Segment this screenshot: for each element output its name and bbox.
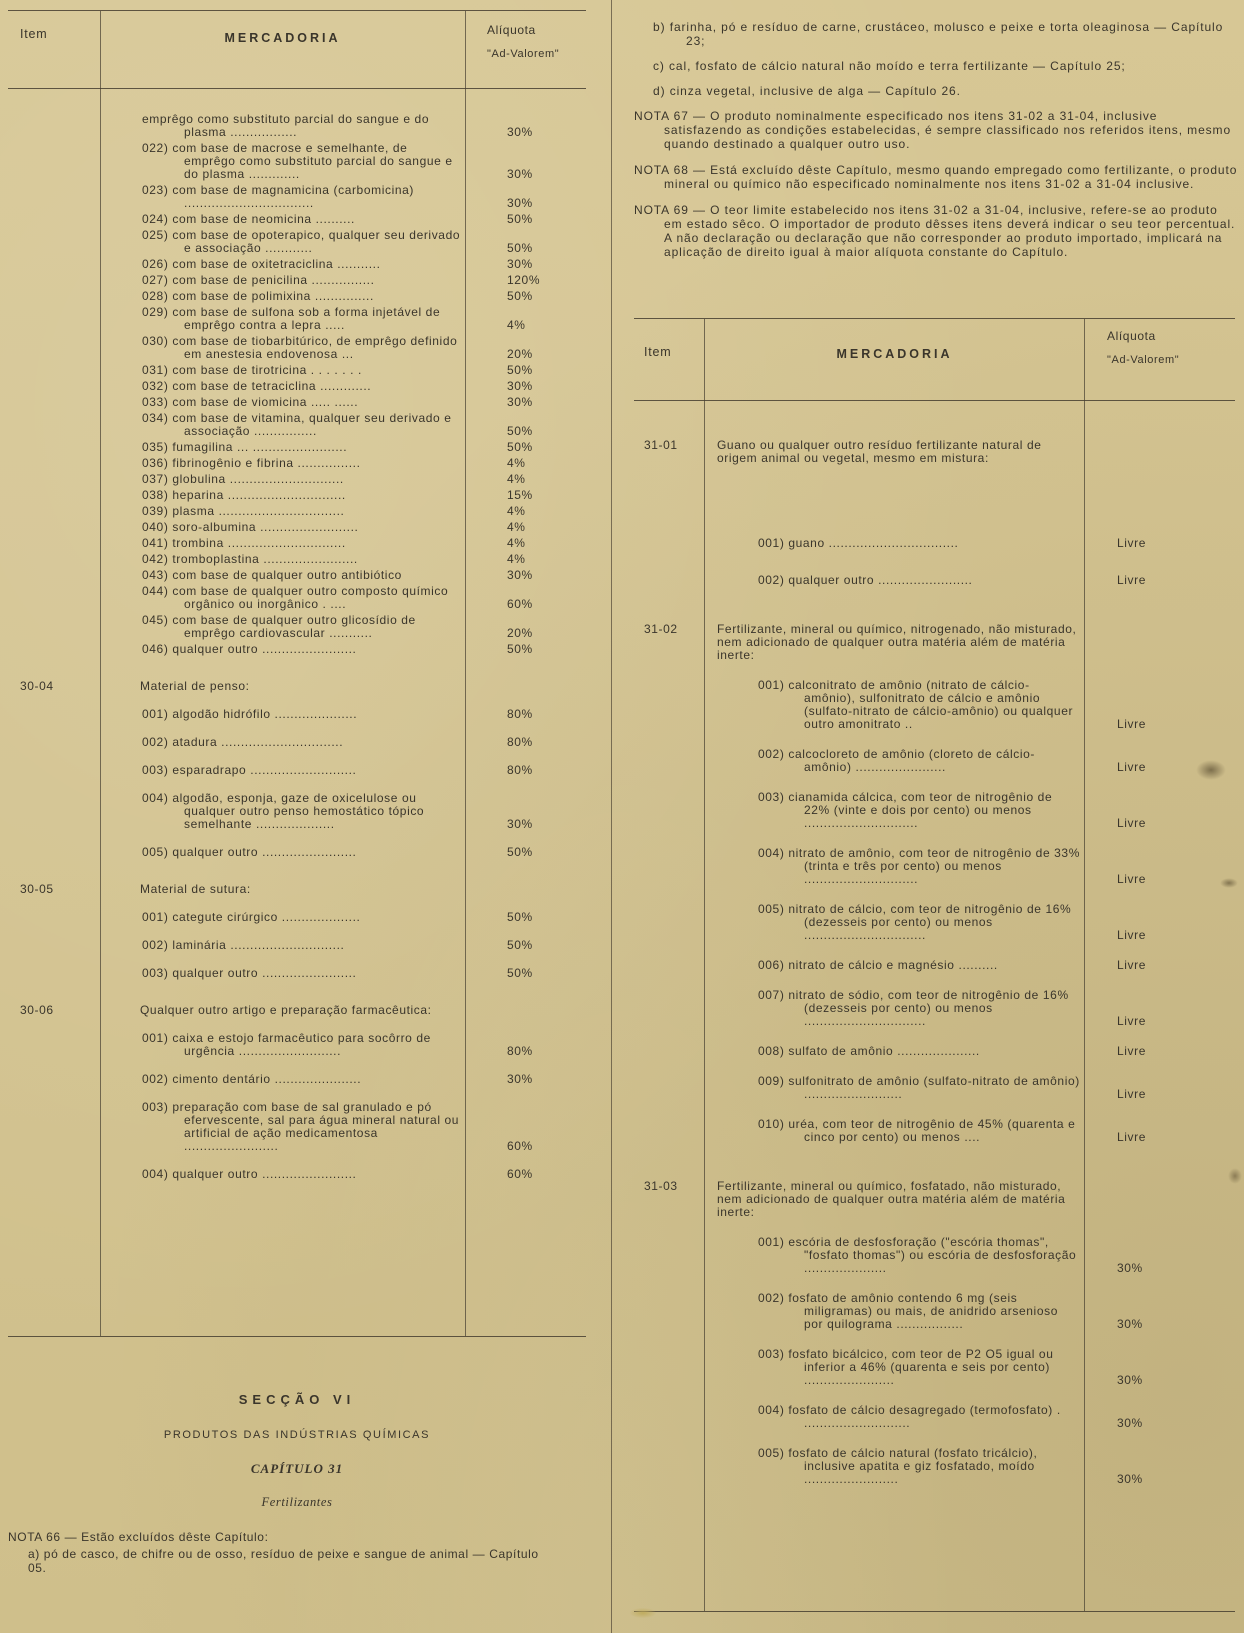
item-heading-row [634, 623, 1235, 662]
rate-value: 80% [507, 1044, 533, 1058]
tariff-entry-row [634, 574, 1235, 587]
chapter-subtitle: Fertilizantes [261, 1495, 333, 1509]
entry-description: 034) com base de vitamina, qualquer seu derivado e associação ................ [142, 411, 452, 438]
rate-value: 120% [507, 273, 541, 287]
rate-value: 50% [507, 241, 533, 255]
rate-value: 30% [1117, 1261, 1143, 1275]
entry-description: 037) globulina ............................. [142, 472, 344, 486]
tariff-entry-row [8, 213, 586, 226]
chapter-notes-block [634, 20, 1238, 271]
entry-description: 004) fosfato de cálcio desagregado (termofosfato) . ........................... [758, 1403, 1061, 1430]
tariff-entry-row [8, 708, 586, 721]
tariff-entry-row [8, 1168, 586, 1181]
tariff-entry-row [8, 537, 586, 550]
column-rule-aliquota [1084, 319, 1085, 1611]
rate-value: 20% [507, 626, 533, 640]
rate-value: 30% [1117, 1373, 1143, 1387]
rate-value: 4% [507, 318, 526, 332]
rate-value: 30% [507, 817, 533, 831]
entry-description: 039) plasma ................................ [142, 504, 345, 518]
entry-description: 027) com base de penicilina ................ [142, 273, 375, 287]
right-table-header [634, 319, 1235, 401]
entry-description: 004) nitrato de amônio, com teor de nitrogênio de 33% (trinta e três por cento) ou menos ............................. [758, 846, 1080, 886]
column-header-mercadoria: MERCADORIA [224, 31, 341, 45]
tariff-entry-row [8, 569, 586, 582]
rate-value: Livre [1117, 1014, 1147, 1028]
column-header-mercadoria: MERCADORIA [836, 347, 953, 361]
rate-value: 50% [507, 910, 533, 924]
entry-description: 001) categute cirúrgico .................... [142, 910, 361, 924]
rate-value: 60% [507, 1139, 533, 1153]
entry-description: 006) nitrato de cálcio e magnésio .......... [758, 958, 998, 972]
entry-description: 010) uréa, com teor de nitrogênio de 45% (quarenta e cinco por cento) ou menos .... [758, 1117, 1076, 1144]
note-item-label: d) [653, 84, 666, 98]
section-title: SECÇÃO VI [238, 1392, 356, 1407]
entry-description: 005) fosfato de cálcio natural (fosfato tricálcio), inclusive apatita e giz fosfatado, moído ........................ [758, 1446, 1038, 1486]
item-code: 31-02 [644, 622, 678, 636]
tariff-entry-row [8, 736, 586, 749]
tariff-entry-row [8, 846, 586, 859]
entry-description: 002) fosfato de amônio contendo 6 mg (seis miligramas) ou mais, de anidrido arsenioso por quilograma ................. [758, 1291, 1058, 1331]
nota-67 [634, 109, 1238, 151]
entry-description: 031) com base de tirotricina . . . . . . . [142, 363, 362, 377]
entry-description: 036) fibrinogênio e fibrina ................ [142, 456, 361, 470]
rate-value: 50% [507, 424, 533, 438]
rate-value: 30% [507, 167, 533, 181]
tariff-entry-row [8, 764, 586, 777]
tariff-entry-row [634, 847, 1235, 886]
entry-description: 002) qualquer outro ........................ [758, 573, 973, 587]
tariff-entry-row [8, 274, 586, 287]
column-rule-item [100, 11, 101, 1336]
tariff-item-section [634, 1180, 1235, 1486]
entry-description: 035) fumagilina ... ........................ [142, 440, 348, 454]
entry-description: 007) nitrato de sódio, com teor de nitrogênio de 16% (dezesseis por cento) ou menos ............................... [758, 988, 1069, 1028]
rate-value: 30% [507, 257, 533, 271]
tariff-entry-row [8, 505, 586, 518]
note-item-d [634, 84, 1238, 98]
entry-description: 002) laminária ............................. [142, 938, 345, 952]
item-heading-row [8, 883, 586, 896]
entry-description: 026) com base de oxitetraciclina ........... [142, 257, 381, 271]
nota-69 [634, 203, 1238, 259]
nota-label: NOTA 68 [634, 163, 689, 177]
rate-value: 50% [507, 363, 533, 377]
rate-value: 30% [507, 568, 533, 582]
item-code: 31-01 [644, 438, 678, 452]
entry-description: 005) qualquer outro ........................ [142, 845, 357, 859]
tariff-item-section [8, 1004, 586, 1181]
tariff-entry-row [634, 1236, 1235, 1275]
rate-value: 80% [507, 735, 533, 749]
tariff-entry-row [8, 967, 586, 980]
tariff-entry-row [8, 412, 586, 438]
tariff-entry-row [8, 441, 586, 454]
note-item-label: b) [653, 20, 666, 34]
rate-value: 50% [507, 440, 533, 454]
entry-description: 044) com base de qualquer outro composto químico orgânico ou inorgânico . .... [142, 584, 449, 611]
tariff-entry-row [8, 489, 586, 502]
tariff-entry-row [8, 290, 586, 303]
entry-description: 025) com base de opoterapico, qualquer seu derivado e associação ............ [142, 228, 461, 255]
entry-description: 023) com base de magnamicina (carbomicina) ................................. [142, 183, 414, 210]
tariff-entry-row [634, 1075, 1235, 1101]
tariff-entry-row [8, 229, 586, 255]
tariff-entry-row [8, 1101, 586, 1153]
rate-value: Livre [1117, 872, 1147, 886]
note-item-text: cal, fosfato de cálcio natural não moído e terra fertilizante — Capítulo 25; [669, 59, 1126, 73]
item-heading-text: Material de sutura: [140, 882, 251, 896]
rate-value: 60% [507, 1167, 533, 1181]
rate-value: 20% [507, 347, 533, 361]
entry-description: 032) com base de tetraciclina ............. [142, 379, 372, 393]
entry-description: 045) com base de qualquer outro glicosídio de emprêgo cardiovascular ........... [142, 613, 416, 640]
right-tariff-table [634, 318, 1235, 1612]
tariff-entry-row [634, 1045, 1235, 1058]
rate-value: 15% [507, 488, 533, 502]
entry-description: 003) preparação com base de sal granulado e pó efervescente, sal para água mineral natural ou artificial de ação medicamentosa ........................ [142, 1100, 460, 1153]
tariff-entry-row [8, 585, 586, 611]
item-heading-text: Guano ou qualquer outro resíduo fertilizante natural de origem animal ou vegetal, mesmo em mistura: [717, 438, 1042, 465]
tariff-entry-row [634, 679, 1235, 731]
tariff-entry-row [8, 142, 586, 181]
entry-description: 024) com base de neomicina .......... [142, 212, 355, 226]
tariff-entry-row [8, 364, 586, 377]
item-heading-row [8, 680, 586, 693]
rate-value: 60% [507, 597, 533, 611]
item-heading-text: Material de penso: [140, 679, 250, 693]
tariff-entry-row [8, 939, 586, 952]
item-code: 30-04 [20, 679, 54, 693]
tariff-entry-row [8, 911, 586, 924]
note-item-label: c) [653, 59, 665, 73]
rate-value: Livre [1117, 573, 1147, 587]
entry-description: 009) sulfonitrato de amônio (sulfato-nitrato de amônio) ......................... [758, 1074, 1080, 1101]
right-table-body [634, 401, 1235, 1486]
tariff-entry-row [8, 335, 586, 361]
rate-value: Livre [1117, 717, 1147, 731]
rate-value: Livre [1117, 958, 1147, 972]
entry-description: 003) qualquer outro ........................ [142, 966, 357, 980]
tariff-entry-row [634, 903, 1235, 942]
rate-value: 50% [507, 845, 533, 859]
nota-text: — Está excluído dêste Capítulo, mesmo quando empregado como fertilizante, o produto mineral ou químico não especificado nominalmente nos itens 31-02 a 31-04 inclusive. [664, 163, 1238, 191]
item-code: 30-06 [20, 1003, 54, 1017]
tariff-entry-row [634, 989, 1235, 1028]
rate-value: 30% [1117, 1472, 1143, 1486]
tariff-entry-row [8, 614, 586, 640]
rate-value: 30% [507, 125, 533, 139]
entry-description: 005) nitrato de cálcio, com teor de nitrogênio de 16% (dezesseis por cento) ou menos ............................... [758, 902, 1072, 942]
rate-value: 30% [507, 1072, 533, 1086]
note-item-b [634, 20, 1238, 48]
tariff-entry-row [634, 1348, 1235, 1387]
tariff-entry-row [8, 306, 586, 332]
tariff-entry-row [8, 792, 586, 831]
nota-label: NOTA 67 [634, 109, 689, 123]
rate-value: Livre [1117, 1044, 1147, 1058]
entry-description: 040) soro-albumina ......................... [142, 520, 359, 534]
rate-value: 4% [507, 520, 526, 534]
note-item-text: cinza vegetal, inclusive de alga — Capítulo 26. [669, 84, 961, 98]
entry-description: 033) com base de viomicina ..... ...... [142, 395, 359, 409]
rate-value: Livre [1117, 760, 1147, 774]
rate-value: Livre [1117, 816, 1147, 830]
entry-description: 028) com base de polimixina ............... [142, 289, 374, 303]
tariff-item-section [634, 623, 1235, 1144]
tariff-entry-row [8, 380, 586, 393]
tariff-entry-row [634, 959, 1235, 972]
tariff-entry-row [8, 184, 586, 210]
item-heading-text: Fertilizante, mineral ou químico, nitrogenado, não misturado, nem adicionado de qualquer outra matéria além de matéria inerte: [717, 622, 1077, 662]
tariff-entry-row [634, 1404, 1235, 1430]
chapter-heading-block [8, 1378, 586, 1575]
rate-value: 80% [507, 763, 533, 777]
tariff-item-section [8, 113, 586, 656]
nota-text: — O produto nominalmente especificado nos itens 31-02 a 31-04, inclusive satisfazendo as condições estabelecidas, é sempre classificado nos referidos itens, mesmo quando destinado a qualquer outro uso. [664, 109, 1232, 151]
item-heading-row [8, 1004, 586, 1017]
column-header-aliquota [1085, 319, 1235, 400]
rate-value: 80% [507, 707, 533, 721]
item-code: 31-03 [644, 1179, 678, 1193]
tariff-entry-row [634, 1447, 1235, 1486]
item-code: 30-05 [20, 882, 54, 896]
tariff-entry-row [634, 791, 1235, 830]
entry-description: 022) com base de macrose e semelhante, de emprêgo como substituto parcial do sangue e do plasma ............. [142, 141, 453, 181]
rate-value: 30% [507, 379, 533, 393]
aliquota-label: Alíquota [487, 23, 536, 37]
left-table-header [8, 11, 586, 89]
rate-value: Livre [1117, 928, 1147, 942]
entry-description: 046) qualquer outro ........................ [142, 642, 357, 656]
entry-description: 003) fosfato bicálcico, com teor de P2 O5 igual ou inferior a 46% (quarenta e seis por cento) ....................... [758, 1347, 1054, 1387]
tariff-entry-row [8, 457, 586, 470]
column-header-item: Item [644, 345, 672, 359]
tariff-entry-row [8, 521, 586, 534]
rate-value: 50% [507, 642, 533, 656]
tariff-entry-row [634, 748, 1235, 774]
tariff-entry-row [8, 396, 586, 409]
rate-value: 4% [507, 456, 526, 470]
tariff-entry-row [8, 553, 586, 566]
column-divider-rule [611, 0, 612, 1633]
tariff-item-section [8, 883, 586, 980]
entry-description: 043) com base de qualquer outro antibiótico [142, 568, 402, 582]
entry-description: 002) cimento dentário ...................... [142, 1072, 362, 1086]
entry-description: 008) sulfato de amônio ..................... [758, 1044, 980, 1058]
rate-value: 50% [507, 966, 533, 980]
rate-value: 50% [507, 938, 533, 952]
rate-value: Livre [1117, 1087, 1147, 1101]
tariff-entry-row [8, 1073, 586, 1086]
entry-description: 002) atadura ............................... [142, 735, 344, 749]
item-heading-text: Fertilizante, mineral ou químico, fosfatado, não misturado, nem adicionado de qualquer outra matéria além de matéria inerte: [717, 1179, 1066, 1219]
rate-value: Livre [1117, 1130, 1147, 1144]
chapter-title: CAPÍTULO 31 [250, 1461, 344, 1476]
left-tariff-table [8, 10, 586, 1337]
rate-value: 50% [507, 289, 533, 303]
tariff-entry-row [8, 1032, 586, 1058]
left-table-body [8, 89, 586, 1181]
rate-value: 4% [507, 472, 526, 486]
entry-description: 004) qualquer outro ........................ [142, 1167, 357, 1181]
entry-description: 003) cianamida cálcica, com teor de nitrogênio de 22% (vinte e dois por cento) ou menos ............................. [758, 790, 1053, 830]
tariff-entry-row [634, 537, 1235, 550]
ad-valorem-label: "Ad-Valorem" [487, 48, 560, 60]
item-heading-text: Qualquer outro artigo e preparação farmacêutica: [140, 1003, 432, 1017]
nota-text: — O teor limite estabelecido nos itens 31-02 a 31-04, inclusive, refere-se ao produto em estado sêco. O importador de produto dêsses itens deverá indicar o seu teor percentual. A não declaração ou declaração que não corresponder ao produto importado, implicará na aplicação de direito igual à maior alíquota constante do Capítulo. [664, 203, 1236, 259]
column-header-aliquota [465, 11, 586, 88]
entry-description: 001) guano ................................. [758, 536, 959, 550]
entry-description: 001) algodão hidrófilo ..................... [142, 707, 358, 721]
rate-value: 4% [507, 504, 526, 518]
column-header-item: Item [20, 27, 48, 41]
rate-value: 4% [507, 552, 526, 566]
rate-value: 30% [1117, 1416, 1143, 1430]
nota-66-label: NOTA 66 — Estão excluídos dêste Capítulo: [8, 1530, 269, 1544]
nota-66 [8, 1530, 586, 1575]
column-rule-aliquota [465, 11, 466, 1336]
entry-description: 038) heparina .............................. [142, 488, 346, 502]
entry-description: 041) trombina .............................. [142, 536, 346, 550]
entry-description: 004) algodão, esponja, gaze de oxicelulose ou qualquer outro penso hemostático tópico semelhante .................... [142, 791, 425, 831]
entry-description: 029) com base de sulfona sob a forma injetável de emprêgo contra a lepra ..... [142, 305, 441, 332]
entry-description: 030) com base de tiobarbitúrico, de emprêgo definido em anestesia endovenosa ... [142, 334, 458, 361]
ad-valorem-label: "Ad-Valorem" [1107, 354, 1180, 366]
entry-description: 001) escória de desfosforação ("escória thomas", "fosfato thomas") ou escória de desfosforação ..................... [758, 1235, 1077, 1275]
rate-value: 30% [1117, 1317, 1143, 1331]
entry-description: 001) caixa e estojo farmacêutico para socôrro de urgência .......................... [142, 1031, 431, 1058]
rate-value: 50% [507, 212, 533, 226]
nota-66-item-a: a) pó de casco, de chifre ou de osso, resíduo de peixe e sangue de animal — Capítulo 05. [28, 1547, 539, 1575]
item-heading-row [634, 1180, 1235, 1219]
rate-value: 30% [507, 395, 533, 409]
section-subtitle: PRODUTOS DAS INDÚSTRIAS QUÍMICAS [163, 1429, 431, 1441]
rate-value: Livre [1117, 536, 1147, 550]
tariff-entry-row [8, 643, 586, 656]
entry-description: 001) calconitrato de amônio (nitrato de cálcio-amônio), sulfonitrato de cálcio e amônio (sulfato-nitrato de cálcio-amônio) ou qualquer outro amonitrato .. [758, 678, 1074, 731]
rate-value: 30% [507, 196, 533, 210]
note-item-text: farinha, pó e resíduo de carne, crustáceo, molusco e peixe e torta oleaginosa — Capítulo 23; [669, 20, 1224, 48]
tariff-item-section [634, 439, 1235, 587]
tariff-entry-row [8, 258, 586, 271]
tariff-entry-row [634, 1292, 1235, 1331]
nota-68 [634, 163, 1238, 191]
aliquota-label: Alíquota [1107, 329, 1156, 343]
nota-label: NOTA 69 [634, 203, 689, 217]
tariff-item-section [8, 680, 586, 859]
tariff-entry-row [8, 113, 586, 139]
note-item-c [634, 59, 1238, 73]
rate-value: 4% [507, 536, 526, 550]
entry-description: 042) tromboplastina ........................ [142, 552, 358, 566]
entry-description: 002) calcocloreto de amônio (cloreto de cálcio-amônio) ....................... [758, 747, 1035, 774]
item-heading-row [634, 439, 1235, 465]
entry-description: emprêgo como substituto parcial do sangue e do plasma ................. [142, 112, 430, 139]
entry-description: 003) esparadrapo ........................... [142, 763, 357, 777]
tariff-entry-row [8, 473, 586, 486]
column-rule-item [704, 319, 705, 1611]
tariff-entry-row [634, 1118, 1235, 1144]
